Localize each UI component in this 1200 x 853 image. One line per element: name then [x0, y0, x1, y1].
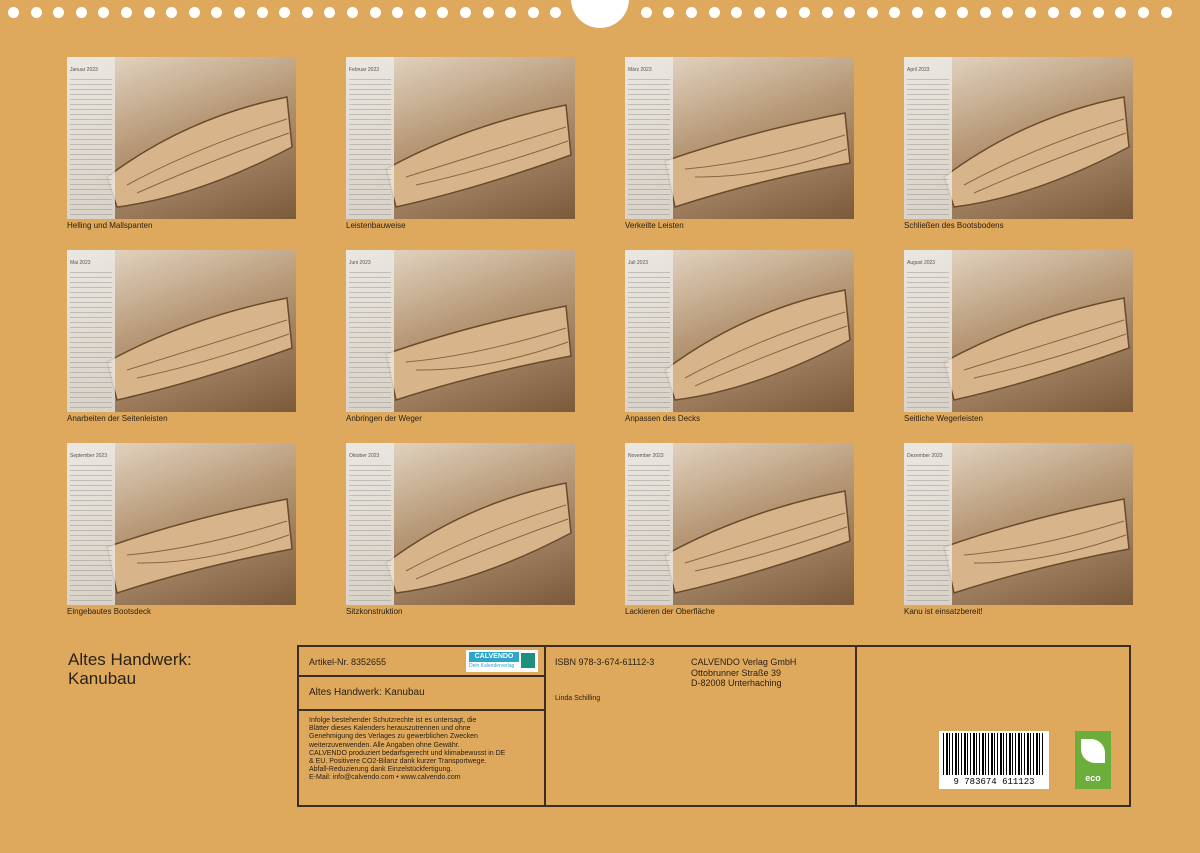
binding-hole — [1025, 7, 1036, 18]
binding-hole — [550, 7, 561, 18]
logo-mark-icon — [521, 653, 535, 668]
binding-hole — [1093, 7, 1104, 18]
binding-hole — [528, 7, 539, 18]
binding-hole — [776, 7, 787, 18]
month-cell — [346, 250, 575, 423]
binding-hole — [844, 7, 855, 18]
day-lines — [70, 75, 112, 215]
day-lines — [628, 461, 670, 601]
day-lines — [349, 461, 391, 601]
month-photo — [346, 57, 575, 219]
calendar-strip — [625, 443, 673, 605]
month-photo — [904, 250, 1133, 412]
month-photo — [904, 57, 1133, 219]
binding-hole — [822, 7, 833, 18]
publisher-name: CALVENDO Verlag GmbH — [691, 657, 797, 667]
divider — [855, 647, 857, 805]
binding-hole — [98, 7, 109, 18]
month-cell — [67, 443, 296, 616]
logo-brand: CALVENDO — [469, 652, 519, 662]
binding-hole — [1002, 7, 1013, 18]
calendar-strip — [346, 250, 394, 412]
month-photo — [67, 250, 296, 412]
calendar-strip — [904, 250, 952, 412]
eco-label: eco — [1085, 773, 1101, 783]
month-name: Mai 2023 — [70, 260, 91, 266]
binding-hole — [935, 7, 946, 18]
binding-hole — [370, 7, 381, 18]
month-cell — [904, 443, 1133, 616]
binding-hole — [302, 7, 313, 18]
month-cell — [904, 250, 1133, 423]
month-name: Dezember 2023 — [907, 453, 943, 459]
photo-caption: Anpassen des Decks — [625, 414, 701, 423]
month-name: Januar 2023 — [70, 67, 98, 73]
month-cell — [904, 57, 1133, 230]
month-name: Juli 2023 — [628, 260, 649, 266]
calendar-strip — [625, 250, 673, 412]
month-photo — [904, 443, 1133, 605]
author: Linda Schilling — [555, 695, 601, 702]
day-lines — [70, 268, 112, 408]
photo-caption: Verkeilte Leisten — [625, 221, 684, 230]
binding-hole — [257, 7, 268, 18]
calendar-strip — [67, 57, 115, 219]
binding-hole — [1048, 7, 1059, 18]
divider — [299, 675, 544, 677]
month-name: August 2023 — [907, 260, 936, 266]
divider — [544, 647, 546, 805]
disclaimer-text: Infolge bestehender Schutzrechte ist es untersagt, die Blätter dieses Kalenders herauszutrennen und ohne Genehmigung des Verlages zu gewerblichen Zwecken weiterzuverwenden. Alle Angaben ohne Gewähr. CALVENDO produziert bedarfsgerecht und klimabewusst in DE & EU. Positivere CO2-Bilanz dank kurzer Transportwege. Abfall-Reduzierung dank Einzelstückfertigung. E-Mail: info@calvendo.com • www.calvendo.com — [309, 717, 506, 782]
binding-hole — [211, 7, 222, 18]
binding-hole — [1070, 7, 1081, 18]
photo-caption: Anarbeiten der Seitenleisten — [67, 414, 168, 423]
photo-caption: Anbringen der Weger — [346, 414, 422, 423]
binding-hole — [889, 7, 900, 18]
day-lines — [628, 75, 670, 215]
binding-hole — [121, 7, 132, 18]
eco-badge — [1075, 731, 1111, 789]
binding-hole — [437, 7, 448, 18]
month-cell — [625, 443, 854, 616]
binding-hole — [663, 7, 674, 18]
day-lines — [628, 268, 670, 408]
binding-hole — [867, 7, 878, 18]
barcode-number: 9 783674 611123 — [953, 777, 1035, 787]
month-name: April 2023 — [907, 67, 930, 73]
calendar-strip — [67, 443, 115, 605]
binding-hole — [166, 7, 177, 18]
day-lines — [907, 268, 949, 408]
info-box — [297, 645, 1131, 807]
day-lines — [907, 461, 949, 601]
publisher-city: D-82008 Unterhaching — [691, 678, 782, 688]
binding-hole — [31, 7, 42, 18]
binding-hole — [1115, 7, 1126, 18]
month-photo — [67, 57, 296, 219]
month-photo — [625, 443, 854, 605]
article-number: Artikel-Nr. 8352655 — [309, 657, 387, 667]
leaf-icon — [1081, 739, 1105, 763]
month-name: März 2023 — [628, 67, 652, 73]
month-name: September 2023 — [70, 453, 107, 459]
calvendo-logo — [466, 650, 538, 672]
month-name: Februar 2023 — [349, 67, 380, 73]
day-lines — [349, 75, 391, 215]
binding-hole — [234, 7, 245, 18]
photo-caption: Sitzkonstruktion — [346, 607, 403, 616]
divider — [299, 709, 544, 711]
calendar-strip — [346, 57, 394, 219]
month-cell — [625, 250, 854, 423]
product-title: Altes Handwerk: Kanubau — [309, 687, 425, 698]
binding-hole — [505, 7, 516, 18]
binding-hole — [8, 7, 19, 18]
binding-hole — [1138, 7, 1149, 18]
month-photo — [625, 250, 854, 412]
title-line-2: Kanubau — [68, 669, 137, 688]
binding-hole — [957, 7, 968, 18]
binding-hole — [1161, 7, 1172, 18]
binding-hole — [799, 7, 810, 18]
binding-hole — [483, 7, 494, 18]
month-name: November 2023 — [628, 453, 664, 459]
logo-tagline: Dein Kalenderverlag — [469, 663, 515, 669]
photo-caption: Lackieren der Oberfläche — [625, 607, 715, 616]
publisher-address — [691, 657, 796, 689]
month-name: Oktober 2023 — [349, 453, 380, 459]
calendar-strip — [67, 250, 115, 412]
month-photo — [67, 443, 296, 605]
month-cell — [346, 57, 575, 230]
month-photo — [346, 250, 575, 412]
binding-hole — [912, 7, 923, 18]
binding-hole — [731, 7, 742, 18]
binding-hole — [53, 7, 64, 18]
calendar-strip — [904, 57, 952, 219]
month-photo — [346, 443, 575, 605]
day-lines — [349, 268, 391, 408]
binding-hole — [347, 7, 358, 18]
publisher-street: Ottobrunner Straße 39 — [691, 667, 782, 678]
calendar-strip — [346, 443, 394, 605]
binding-hole — [144, 7, 155, 18]
calendar-strip — [904, 443, 952, 605]
month-photo — [625, 57, 854, 219]
binding-hole — [392, 7, 403, 18]
calendar-title — [68, 650, 192, 688]
month-cell — [67, 250, 296, 423]
month-cell — [625, 57, 854, 230]
photo-caption: Leistenbauweise — [346, 221, 406, 230]
binding-hole — [279, 7, 290, 18]
month-cell — [67, 57, 296, 230]
calendar-strip — [625, 57, 673, 219]
month-cell — [346, 443, 575, 616]
photo-caption: Schließen des Bootsbodens — [904, 221, 1004, 230]
photo-caption: Eingebautes Bootsdeck — [67, 607, 152, 616]
binding-hole — [754, 7, 765, 18]
binding-hole — [76, 7, 87, 18]
binding-hole — [641, 7, 652, 18]
photo-caption: Helling und Mallspanten — [67, 221, 153, 230]
barcode — [939, 731, 1049, 789]
binding-hole — [709, 7, 720, 18]
isbn: ISBN 978-3-674-61112-3 — [555, 657, 655, 667]
binding-hole — [324, 7, 335, 18]
photo-caption: Kanu ist einsatzbereit! — [904, 607, 983, 616]
binding-hole — [189, 7, 200, 18]
binding-hole — [980, 7, 991, 18]
title-line-1: Altes Handwerk: — [68, 650, 192, 669]
month-name: Juni 2023 — [349, 260, 371, 266]
binding-hole — [460, 7, 471, 18]
day-lines — [70, 461, 112, 601]
day-lines — [907, 75, 949, 215]
barcode-bars — [943, 733, 1045, 775]
binding-hole — [686, 7, 697, 18]
photo-caption: Seitliche Wegerleisten — [904, 414, 984, 423]
binding-hole — [415, 7, 426, 18]
